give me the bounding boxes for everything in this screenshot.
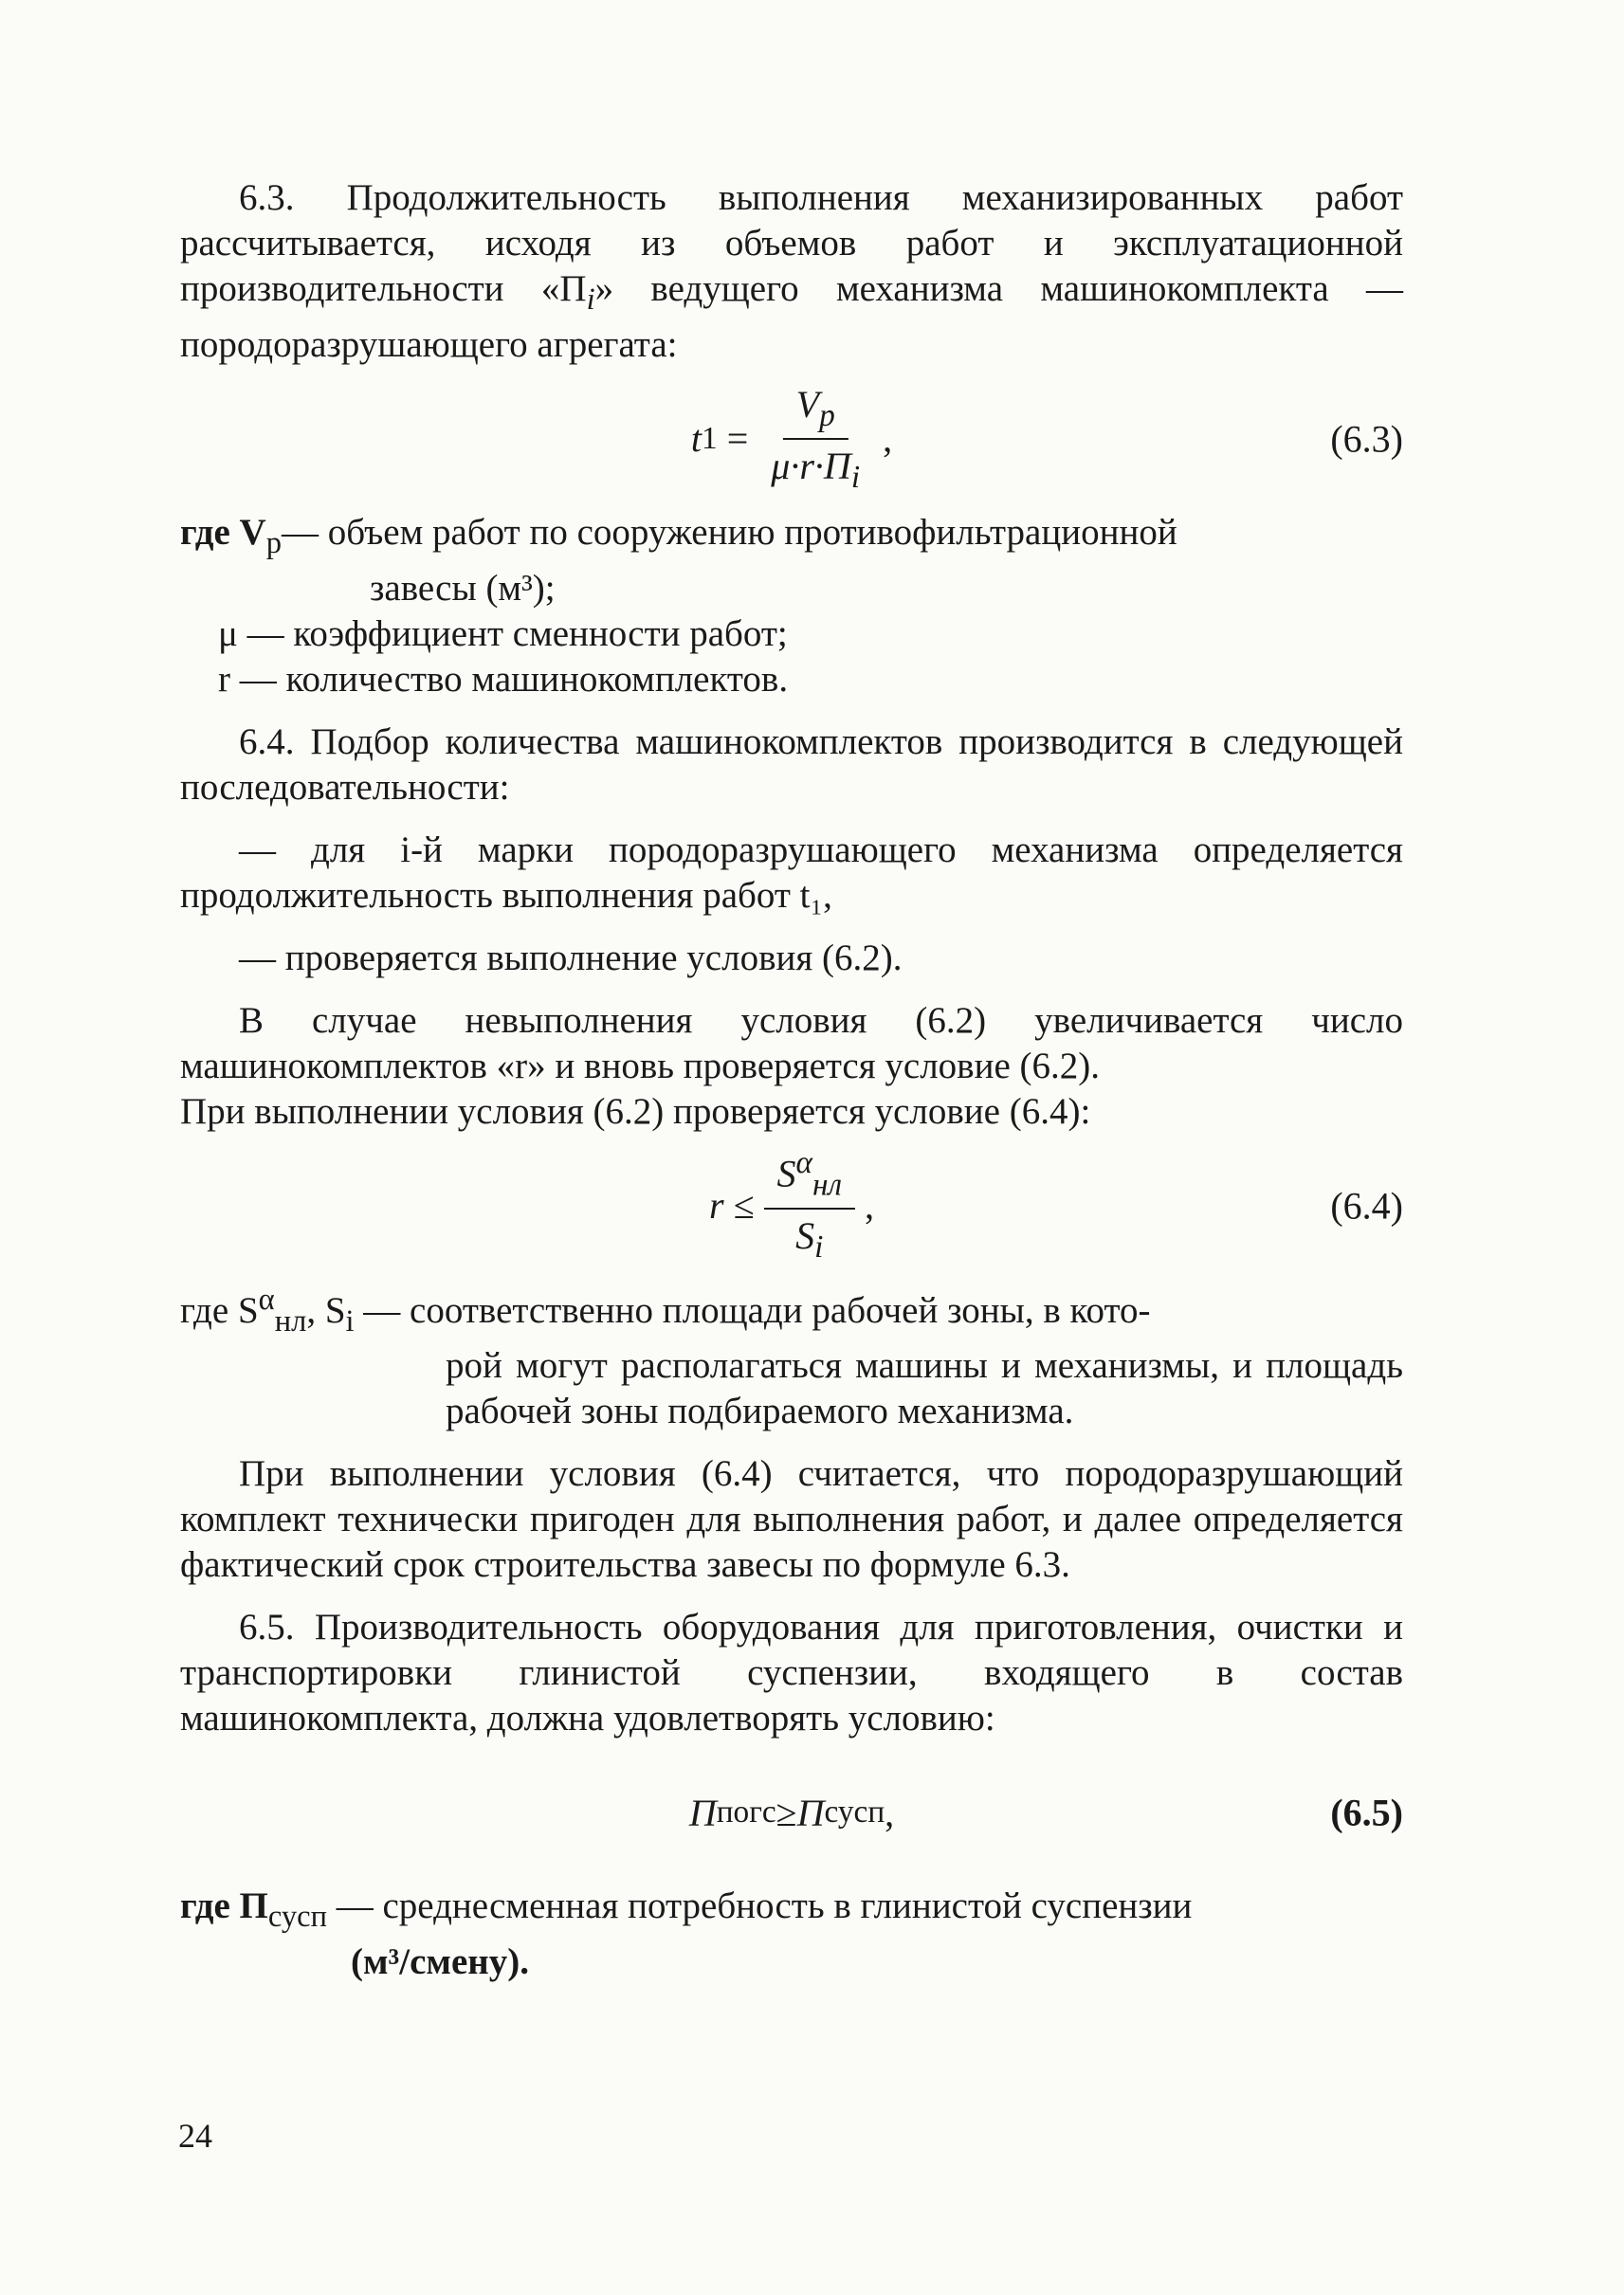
formula-6-5: П погс ≥ П сусп , (6.5) — [688, 1791, 1403, 1834]
paragraph: В случае невыполнения условия (6.2) увеличивается число машинокомплектов «r» и вновь проверяется условие (6.2). — [180, 999, 1403, 1086]
list-item: — проверяется выполнение условия (6.2). — [239, 937, 903, 978]
where-block-6-4: где $S^\alpha_{нл}$, $S_i$ — соответственно площади рабочей зоны, в кото- рой могут располагаться машины и механизмы, и площадь рабочей зоны подбираемого механизма. — [180, 1282, 1403, 1432]
where-block-6-3: где $V_р—$ объем работ по сооружению противофильтрационной завесы (м³); μ — коэффициент сменности работ; r — количество машинокомплектов. — [180, 511, 1177, 700]
paragraph-6-3: 6.3. Продолжительность выполнения механизированных работ рассчитывается, исходя из объемов работ и эксплуатационной производительности «$П_i$» ведущего механизма машинокомплекта — породоразрушающего агрегата: — [180, 177, 1403, 365]
formula-number: (6.4) — [1330, 1184, 1403, 1228]
paragraph: При выполнении условия (6.2) проверяется условие (6.4): — [180, 1090, 1091, 1132]
formula-number: (6.5) — [1330, 1791, 1403, 1834]
formula-6-3: t 1 = $\frac{V_р}{\mu\cdot r\cdot П_i}$ , (6.3) — [690, 382, 1403, 495]
page-number: 24 — [178, 2117, 212, 2155]
paragraph-6-4: 6.4. Подбор количества машинокомплектов производится в следующей последовательности: — [180, 720, 1403, 808]
list-item: — для i-й марки породоразрушающего механизма определяется продолжительность выполнения работ t₁, — [180, 829, 1403, 916]
document-page — [180, 175, 1403, 1985]
formula-6-4: r ≤ $\frac{S^\alpha_{нл}}{S_i}$ , (6.4) — [708, 1145, 1403, 1265]
where-block-6-5: где $П_{сусп}$ — среднесменная потребность в глинистой суспензии (м³/смену). — [180, 1885, 1193, 1983]
paragraph-6-5: 6.5. Производительность оборудования для приготовления, очистки и транспортировки глинистой суспензии, входящего в состав машинокомплекта, должна удовлетворять условию: — [180, 1607, 1403, 1739]
paragraph: При выполнении условия (6.4) считается, что породоразрушающий комплект технически пригоден для выполнения работ, и далее определяется фактический срок строительства завесы по формуле 6.3. — [180, 1453, 1403, 1586]
formula-number: (6.3) — [1330, 417, 1403, 461]
